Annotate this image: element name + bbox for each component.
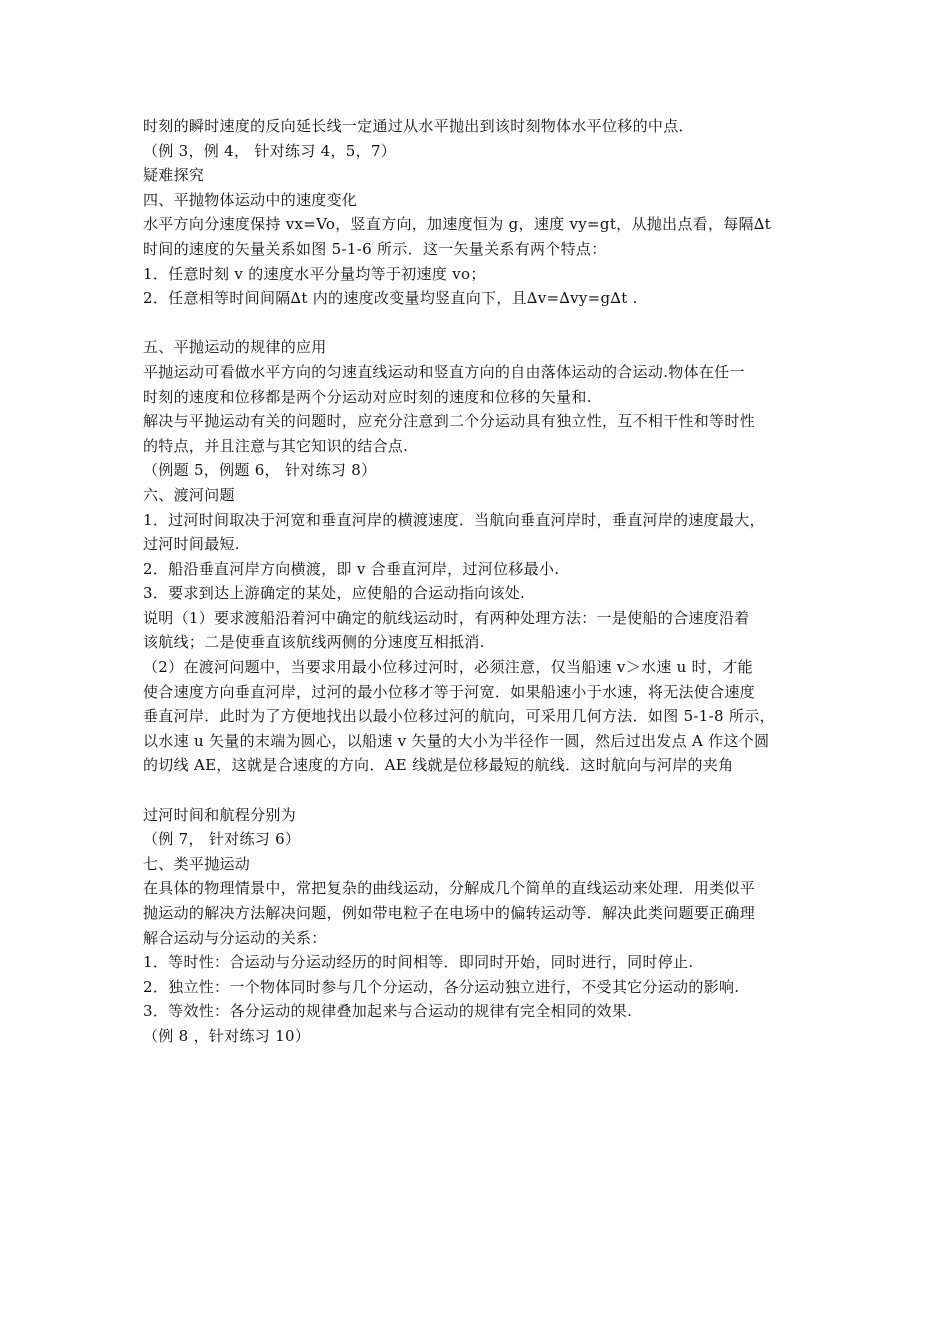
text-line: 平抛运动可看做水平方向的匀速直线运动和竖直方向的自由落体运动的合运动.物体在任一 (143, 362, 745, 381)
blank-line (143, 778, 813, 803)
text-line: 过河时间最短. (143, 535, 240, 554)
example-reference: （例 7， 针对练习 6） (143, 830, 301, 849)
section-heading: 六、渡河问题 (143, 485, 235, 504)
list-item: 3．等效性：各分运动的规律叠加起来与合运动的规律有完全相同的效果. (143, 1002, 633, 1021)
text-line: 解合运动与分运动的关系： (143, 928, 327, 947)
text-line: 的切线 AE，这就是合速度的方向．AE 线就是位移最短的航线．这时航向与河岸的夹角 (143, 756, 734, 775)
list-item: 2．独立性：一个物体同时参与几个分运动，各分运动独立进行，不受其它分运动的影响. (143, 977, 740, 996)
blank-line (143, 311, 813, 336)
section-heading: 四、平抛物体运动中的速度变化 (143, 190, 358, 209)
text-line: 抛运动的解决方法解决问题，例如带电粒子在电场中的偏转运动等．解决此类问题要正确理 (143, 904, 756, 922)
text-line: 说明（1）要求渡船沿着河中确定的航线运动时，有两种处理方法：一是使船的合速度沿着 (143, 608, 750, 627)
text-line: 时刻的速度和位移都是两个分运动对应时刻的速度和位移的矢量和. (143, 387, 592, 406)
list-item: 3．要求到达上游确定的某处，应使船的合运动指向该处. (143, 584, 526, 603)
example-reference: （例 8 ，针对练习 10） (143, 1026, 311, 1045)
list-item: 2．任意相等时间间隔∆t 内的速度改变量均竖直向下，且∆v=∆vy=g∆t . (143, 289, 638, 308)
text-line: （2）在渡河问题中，当要求用最小位移过河时，必须注意，仅当船速 v＞水速 u 时，才能 (143, 658, 753, 677)
text-line: 垂直河岸．此时为了方便地找出以最小位移过河的航向，可采用几何方法．如图 5-1-8 所示， (143, 707, 775, 726)
example-reference: （例题 5，例题 6， 针对练习 8） (143, 461, 377, 480)
text-line: 水平方向分速度保持 vx=Vo，竖直方向，加速度恒为 g，速度 vy=gt，从抛出点看，每隔∆t (143, 215, 771, 234)
text-line: 该航线；二是使垂直该航线两侧的分速度互相抵消. (143, 633, 485, 652)
text-line: 使合速度方向垂直河岸，过河的最小位移才等于河宽．如果船速小于水速，将无法使合速度 (143, 682, 756, 701)
text-line: 在具体的物理情景中，常把复杂的曲线运动，分解成几个简单的直线运动来处理．用类似平 (143, 879, 756, 898)
section-heading: 疑难探究 (143, 166, 205, 185)
text-line: 时刻的瞬时速度的反向延长线一定通过从水平抛出到该时刻物体水平位移的中点． (143, 117, 694, 135)
document-body (143, 114, 813, 1049)
list-item: 1．任意时刻 v 的速度水平分量均等于初速度 vo； (143, 264, 486, 283)
example-reference: （例 3，例 4， 针对练习 4，5，7） (143, 141, 397, 160)
text-line: 时间的速度的矢量关系如图 5-1-6 所示．这一矢量关系有两个特点： (143, 239, 607, 258)
text-line: 的特点，并且注意与其它知识的结合点. (143, 436, 409, 455)
text-line: 解决与平抛运动有关的问题时，应充分注意到二个分运动具有独立性，互不相干性和等时性 (143, 412, 756, 431)
section-heading: 七、类平抛运动 (143, 854, 251, 873)
list-item: 1．等时性：合运动与分运动经历的时间相等．即同时开始，同时进行，同时停止. (143, 953, 694, 972)
list-item: 1．过河时间取决于河宽和垂直河岸的横渡速度．当航向垂直河岸时，垂直河岸的速度最大， (143, 510, 765, 529)
section-heading: 五、平抛运动的规律的应用 (143, 338, 327, 357)
text-line: 过河时间和航程分别为 (143, 805, 297, 824)
list-item: 2．船沿垂直河岸方向横渡，即 v 合垂直河岸，过河位移最小. (143, 559, 560, 578)
text-line: 以水速 u 矢量的末端为圆心，以船速 v 矢量的大小为半径作一圆，然后过出发点 A 作这个圆 (143, 731, 770, 750)
